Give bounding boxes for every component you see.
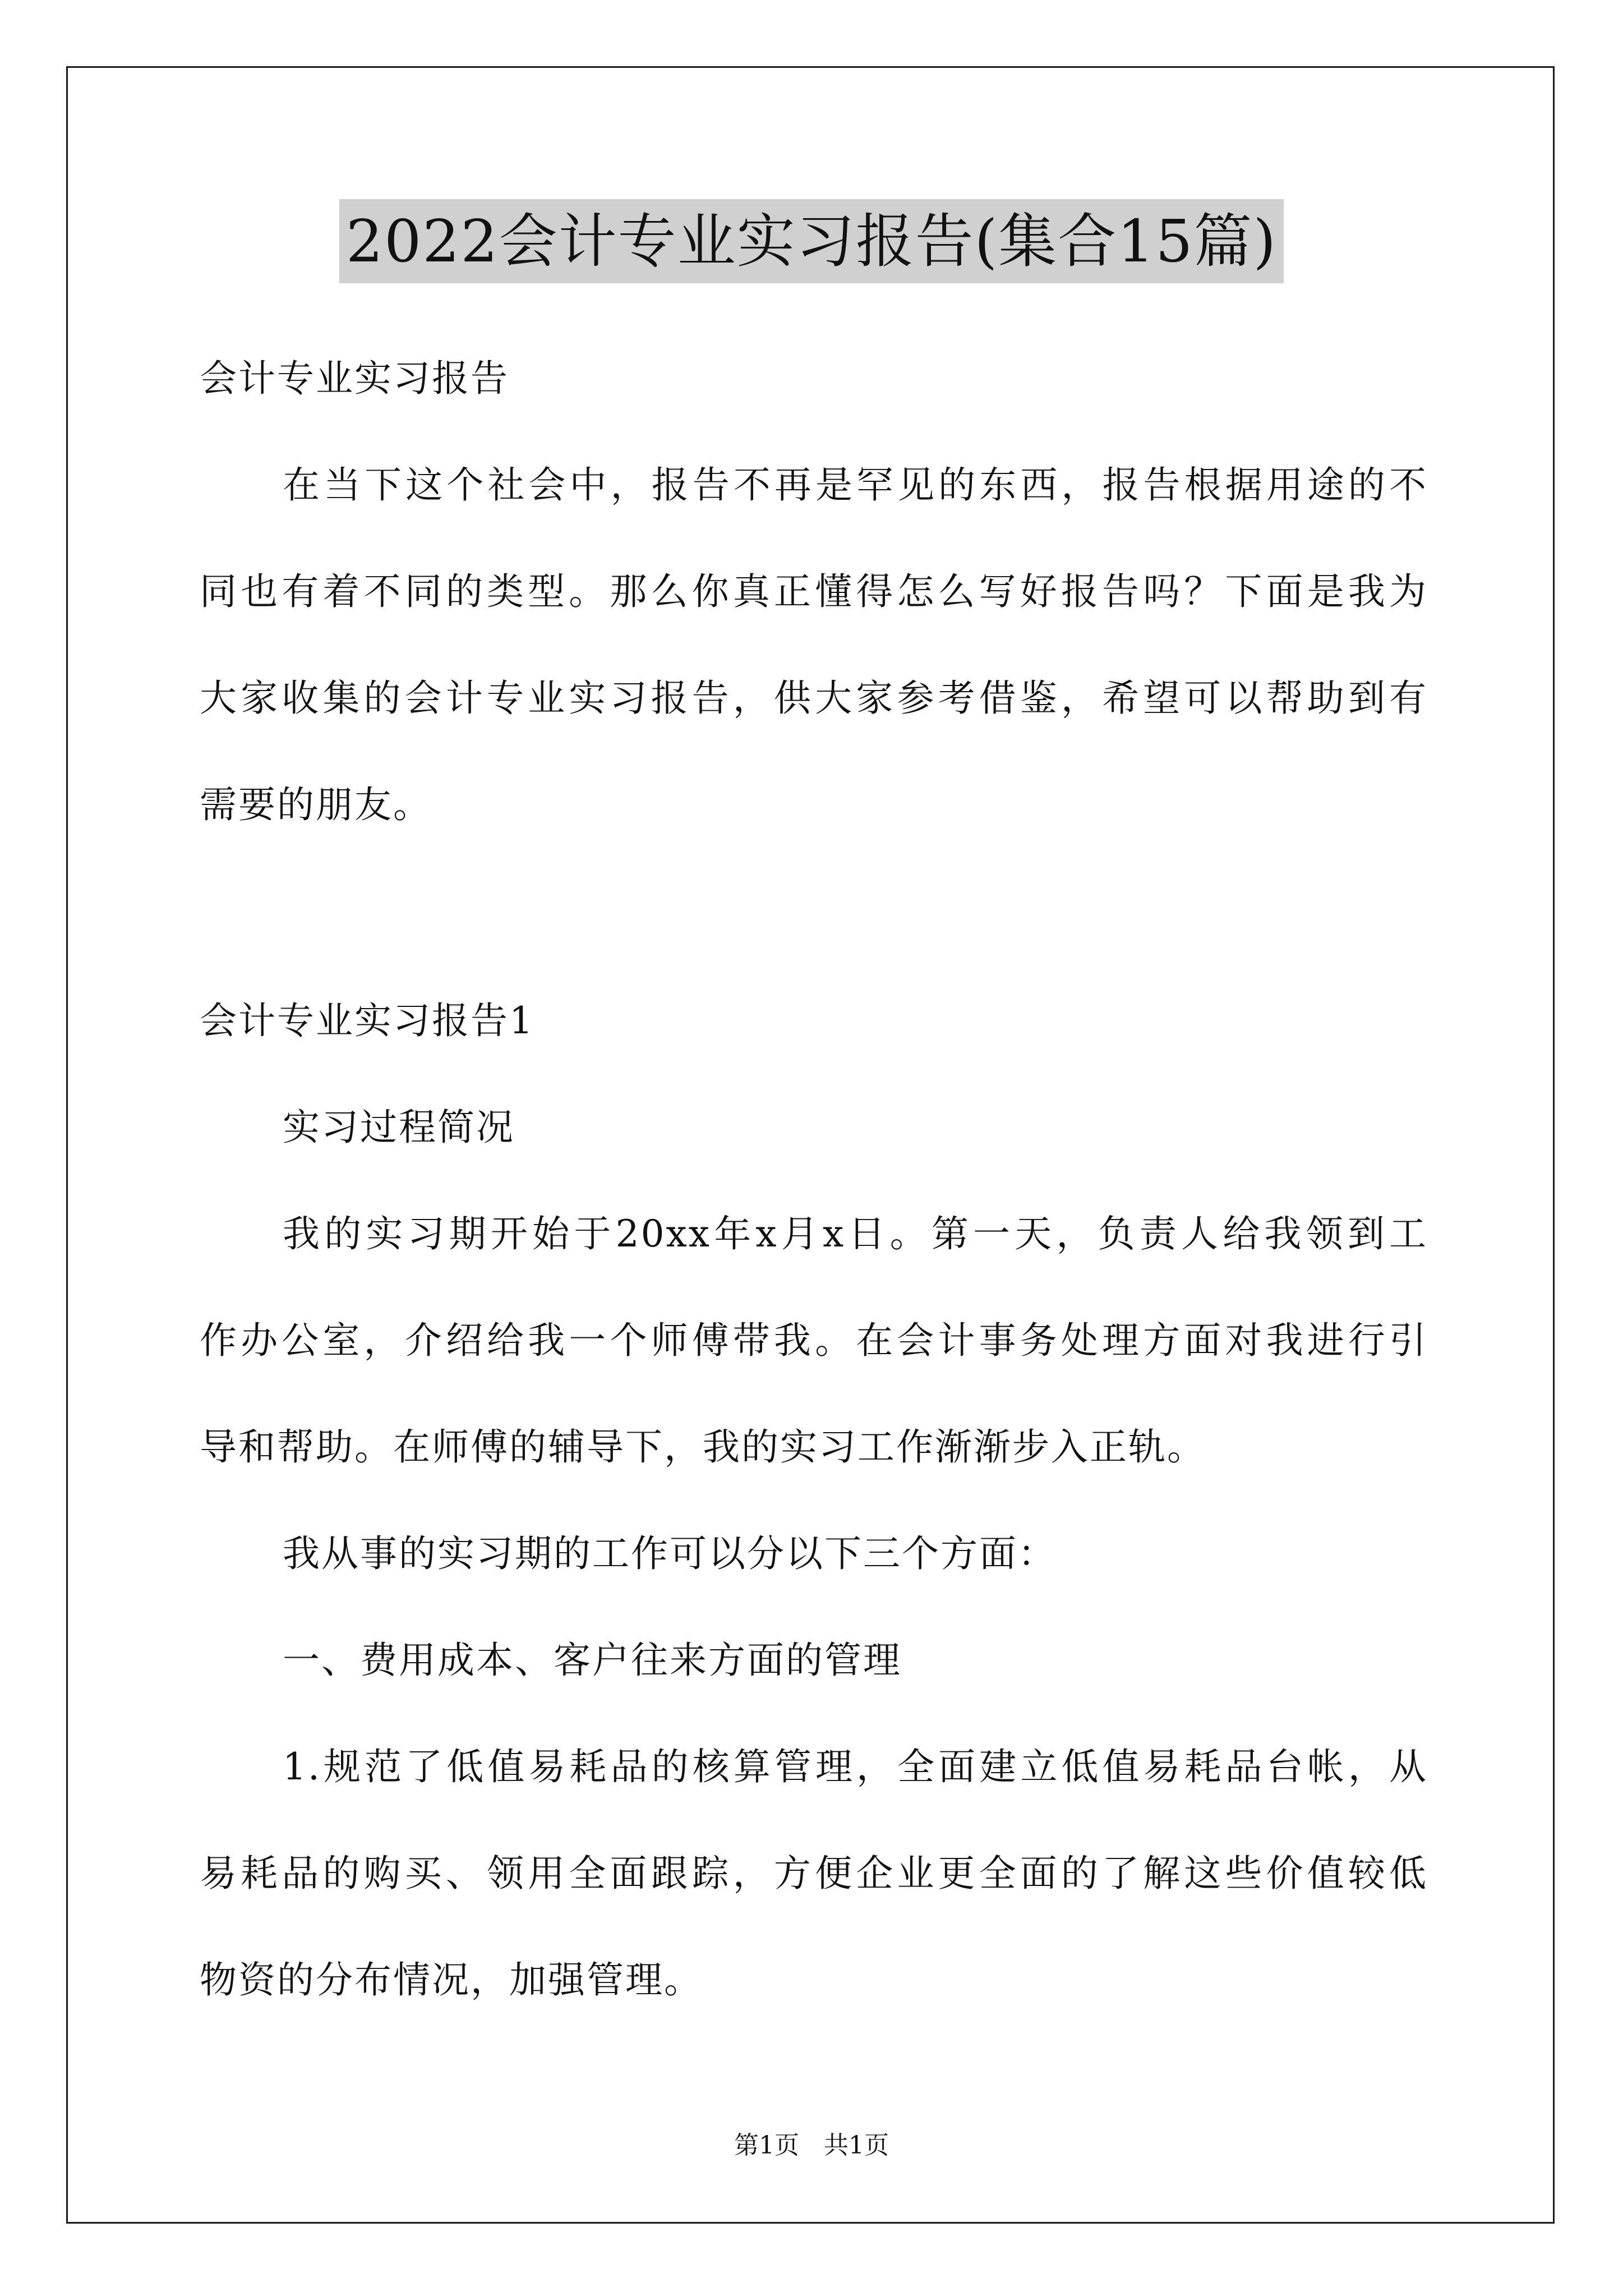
intro-line-4: 需要的朋友。 bbox=[200, 783, 432, 826]
title-container bbox=[0, 199, 1623, 283]
subheading: 实习过程简况 bbox=[283, 1106, 515, 1149]
item1-line-1: 1.规范了低值易耗品的核算管理，全面建立低值易耗品台帐，从 bbox=[283, 1745, 1428, 1788]
intro-heading: 会计专业实习报告 bbox=[200, 357, 509, 400]
para2: 我从事的实习期的工作可以分以下三个方面： bbox=[283, 1532, 1057, 1575]
item1-line-2: 易耗品的购买、领用全面跟踪，方便企业更全面的了解这些价值较低 bbox=[200, 1852, 1428, 1895]
intro-line-3: 大家收集的会计专业实习报告，供大家参考借鉴，希望可以帮助到有 bbox=[200, 677, 1428, 720]
section-heading: 会计专业实习报告1 bbox=[200, 999, 534, 1042]
page-footer: 第1页 共1页 bbox=[734, 2131, 889, 2160]
document-title: 2022会计专业实习报告(集合15篇) bbox=[339, 199, 1284, 283]
item1-line-3: 物资的分布情况，加强管理。 bbox=[200, 1958, 703, 2001]
para1-line-1: 我的实习期开始于20xx年x月x日。第一天，负责人给我领到工 bbox=[283, 1212, 1428, 1255]
para1-line-3: 导和帮助。在师傅的辅导下，我的实习工作渐渐步入正轨。 bbox=[200, 1425, 1206, 1469]
intro-line-2: 同也有着不同的类型。那么你真正懂得怎么写好报告吗？下面是我为 bbox=[200, 570, 1428, 613]
intro-line-1: 在当下这个社会中，报告不再是罕见的东西，报告根据用途的不 bbox=[283, 463, 1428, 507]
item-heading: 一、费用成本、客户往来方面的管理 bbox=[283, 1639, 902, 1682]
para1-line-2: 作办公室，介绍给我一个师傅带我。在会计事务处理方面对我进行引 bbox=[200, 1319, 1428, 1362]
